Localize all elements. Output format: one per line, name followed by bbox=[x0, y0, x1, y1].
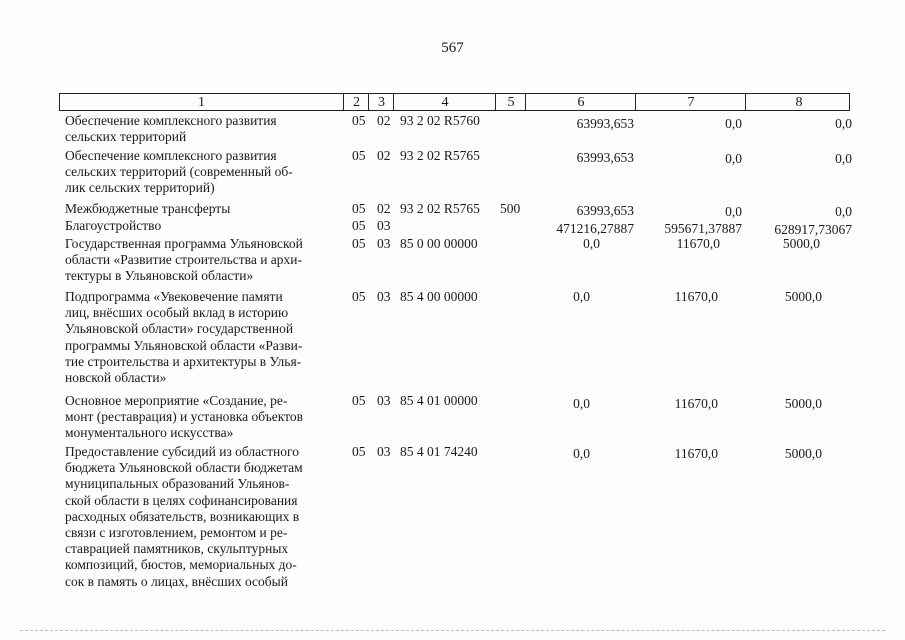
row-description bbox=[65, 148, 341, 197]
description-line: сок в память о лицах, внёсших особый bbox=[65, 573, 288, 589]
cell-subsection: 02 bbox=[377, 201, 391, 216]
description-line: монументального искусства» bbox=[65, 425, 234, 441]
cell-amount-col8: 5000,0 bbox=[784, 446, 822, 461]
description-line: Предоставление субсидий из областного bbox=[65, 444, 299, 459]
header-col-6: 6 bbox=[525, 94, 636, 110]
description-line: новской области» bbox=[65, 370, 167, 386]
cell-amount-col8: 0,0 bbox=[835, 204, 852, 219]
description-line: ской области в целях софинансирования bbox=[65, 492, 298, 508]
description-line: Подпрограмма «Увековечение памяти bbox=[65, 289, 283, 304]
cell-amount-col6: 0,0 bbox=[573, 289, 590, 304]
header-col-4: 4 bbox=[393, 94, 496, 110]
cell-section: 05 bbox=[352, 393, 366, 408]
cell-subsection: 02 bbox=[377, 148, 391, 163]
row-description bbox=[65, 289, 341, 386]
cell-amount-col6: 471216,27887 bbox=[556, 221, 634, 236]
cell-amount-col7: 11670,0 bbox=[674, 446, 718, 461]
row-description bbox=[65, 444, 341, 590]
cell-amount-col7: 11670,0 bbox=[676, 236, 720, 251]
cell-subsection: 03 bbox=[377, 236, 391, 251]
cell-expense-type: 500 bbox=[500, 201, 521, 216]
cell-amount-col6: 63993,653 bbox=[576, 203, 634, 218]
description-line: тие строительства и архитектуры в Улья- bbox=[65, 353, 302, 369]
cell-amount-col6: 0,0 bbox=[573, 446, 590, 461]
cell-section: 05 bbox=[352, 148, 366, 163]
description-line: сельских территорий bbox=[65, 129, 187, 145]
description-line: связи с изготовлением, ремонтом и ре- bbox=[65, 525, 288, 541]
description-line: муниципальных образований Ульянов- bbox=[65, 476, 290, 492]
cell-amount-col7: 0,0 bbox=[725, 116, 742, 131]
description-line: расходных обязательств, возникающих в bbox=[65, 508, 300, 524]
cell-amount-col7: 11670,0 bbox=[674, 396, 718, 411]
cell-subsection: 03 bbox=[377, 393, 391, 408]
header-col-1: 1 bbox=[198, 95, 205, 110]
description-line: программы Ульяновской области «Разви- bbox=[65, 337, 303, 353]
description-line: Благоустройство bbox=[65, 218, 162, 233]
description-line: Обеспечение комплексного развития bbox=[65, 148, 277, 163]
cell-section: 05 bbox=[352, 444, 366, 459]
cell-amount-col8: 628917,73067 bbox=[774, 222, 852, 237]
cell-target-code: 93 2 02 R5765 bbox=[400, 148, 480, 163]
header-col-7: 7 bbox=[635, 94, 746, 110]
description-line: монт (реставрация) и установка объектов bbox=[65, 409, 304, 425]
cell-amount-col6: 0,0 bbox=[583, 236, 600, 251]
page-number: 567 bbox=[441, 40, 464, 56]
cell-amount-col6: 0,0 bbox=[573, 396, 590, 411]
description-line: ставрацией памятников, скульптурных bbox=[65, 541, 289, 557]
header-col-8: 8 bbox=[745, 94, 852, 110]
cell-amount-col7: 11670,0 bbox=[674, 289, 718, 304]
cell-amount-col6: 63993,653 bbox=[576, 116, 634, 131]
description-line: Межбюджетные трансферты bbox=[65, 201, 231, 216]
cell-amount-col7: 0,0 bbox=[725, 151, 742, 166]
description-line: сельских территорий (современный об- bbox=[65, 164, 293, 180]
header-col-3: 3 bbox=[368, 94, 394, 110]
cell-amount-col8: 5000,0 bbox=[784, 289, 822, 304]
row-description bbox=[65, 201, 341, 217]
cell-section: 05 bbox=[352, 218, 366, 233]
table-header-row bbox=[59, 93, 850, 111]
cell-target-code: 85 0 00 00000 bbox=[400, 236, 478, 251]
description-line: Государственная программа Ульяновской bbox=[65, 236, 303, 251]
cell-target-code: 85 4 01 00000 bbox=[400, 393, 478, 408]
description-line: лиц, внёсших особый вклад в историю bbox=[65, 305, 289, 321]
cell-section: 05 bbox=[352, 201, 366, 216]
cell-amount-col8: 0,0 bbox=[835, 116, 852, 131]
cell-subsection: 03 bbox=[377, 218, 391, 233]
row-description bbox=[65, 236, 341, 285]
cell-target-code: 85 4 01 74240 bbox=[400, 444, 478, 459]
cell-section: 05 bbox=[352, 113, 366, 128]
cell-section: 05 bbox=[352, 289, 366, 304]
cell-section: 05 bbox=[352, 236, 366, 251]
header-col-5: 5 bbox=[495, 94, 526, 110]
page-bottom-edge bbox=[20, 630, 885, 631]
cell-amount-col8: 5000,0 bbox=[782, 236, 820, 251]
cell-target-code: 93 2 02 R5760 bbox=[400, 113, 480, 128]
cell-amount-col7: 0,0 bbox=[725, 204, 742, 219]
cell-subsection: 02 bbox=[377, 113, 391, 128]
cell-subsection: 03 bbox=[377, 444, 391, 459]
header-col-2: 2 bbox=[343, 94, 369, 110]
row-description bbox=[65, 113, 341, 145]
description-line: композиций, бюстов, мемориальных до- bbox=[65, 557, 297, 573]
cell-amount-col8: 0,0 bbox=[835, 151, 852, 166]
description-line: Обеспечение комплексного развития bbox=[65, 113, 277, 128]
description-line: области «Развитие строительства и архи- bbox=[65, 252, 303, 268]
row-description bbox=[65, 218, 341, 234]
description-line: бюджета Ульяновской области бюджетам bbox=[65, 460, 303, 476]
description-line: тектуры в Ульяновской области» bbox=[65, 268, 254, 284]
cell-target-code: 85 4 00 00000 bbox=[400, 289, 478, 304]
description-line: лик сельских территорий) bbox=[65, 180, 215, 196]
row-description bbox=[65, 393, 341, 442]
description-line: Основное мероприятие «Создание, ре- bbox=[65, 393, 288, 408]
cell-amount-col8: 5000,0 bbox=[784, 396, 822, 411]
cell-target-code: 93 2 02 R5765 bbox=[400, 201, 480, 216]
cell-amount-col6: 63993,653 bbox=[576, 150, 634, 165]
description-line: Ульяновской области» государственной bbox=[65, 321, 294, 337]
cell-subsection: 03 bbox=[377, 289, 391, 304]
cell-amount-col7: 595671,37887 bbox=[664, 221, 742, 236]
